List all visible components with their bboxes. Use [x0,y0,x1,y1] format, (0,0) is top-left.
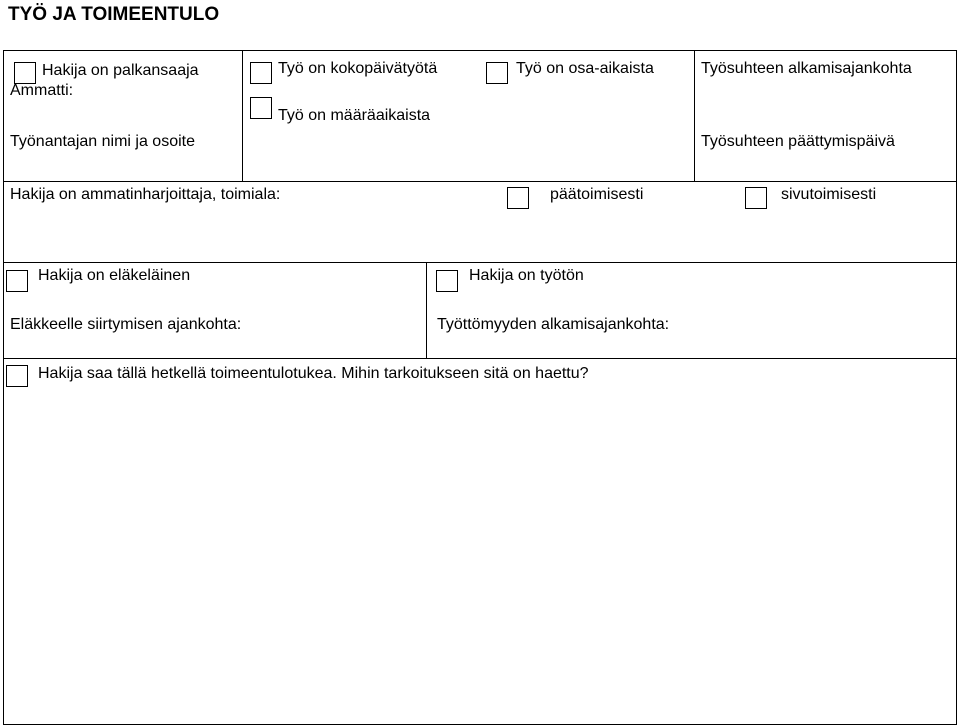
divider [242,50,243,181]
main-occupation-checkbox[interactable] [507,187,529,209]
employee-label: Hakija on palkansaaja [42,62,199,79]
pension-date-label: Eläkkeelle siirtymisen ajankohta: [10,316,242,333]
fixedterm-label: Työ on määräaikaista [278,107,431,124]
divider [3,181,957,182]
divider [3,724,957,725]
divider [426,262,427,358]
entrepreneur-label: Hakija on ammatinharjoittaja, toimiala: [10,186,281,203]
start-date-label: Työsuhteen alkamisajankohta [701,60,912,77]
divider [3,50,957,51]
unemployed-checkbox[interactable] [436,270,458,292]
side-occupation-label: sivutoimisesti [781,186,877,203]
side-occupation-checkbox[interactable] [745,187,767,209]
unemployment-date-label: Työttömyyden alkamisajankohta: [437,316,670,333]
employee-checkbox[interactable] [14,62,36,84]
pensioner-label: Hakija on eläkeläinen [38,267,191,284]
divider [3,262,957,263]
income-support-checkbox[interactable] [6,365,28,387]
main-occupation-label: päätoimisesti [550,186,644,203]
fulltime-label: Työ on kokopäivätyötä [278,60,438,77]
fixedterm-checkbox[interactable] [250,97,272,119]
end-date-label: Työsuhteen päättymispäivä [701,133,895,150]
divider [3,358,957,359]
occupation-label: Ammatti: [10,82,74,99]
divider [956,50,957,725]
unemployed-label: Hakija on työtön [469,267,584,284]
employer-label: Työnantajan nimi ja osoite [10,133,195,150]
divider [694,50,695,181]
fulltime-checkbox[interactable] [250,62,272,84]
income-support-label: Hakija saa tällä hetkellä toimeentulotukea. Mihin tarkoitukseen sitä on haettu? [38,365,589,382]
parttime-checkbox[interactable] [486,62,508,84]
divider [3,50,4,725]
parttime-label: Työ on osa-aikaista [516,60,654,77]
pensioner-checkbox[interactable] [6,270,28,292]
page-title: TYÖ JA TOIMEENTULO [8,4,220,25]
